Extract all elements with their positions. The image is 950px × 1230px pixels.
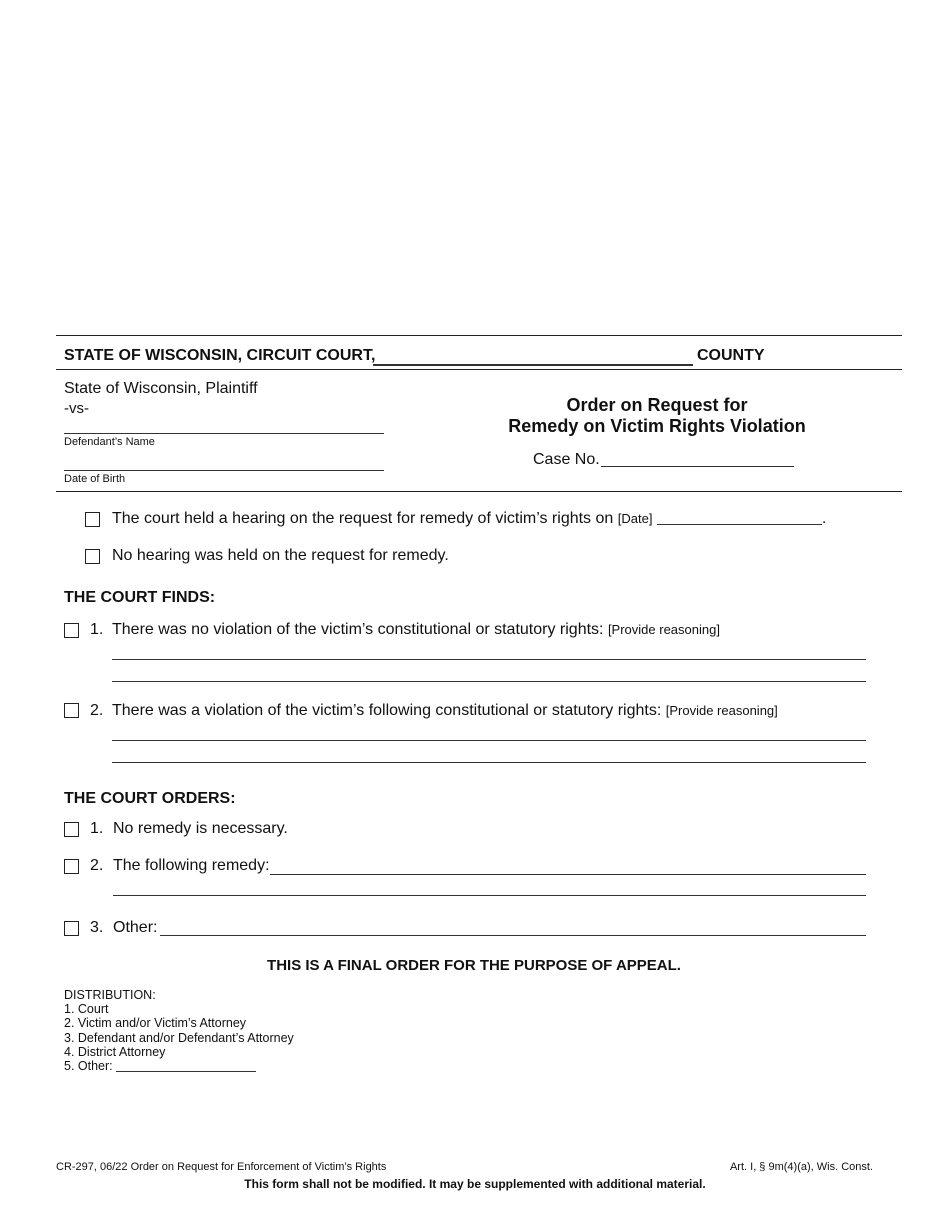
orders-1-checkbox[interactable] xyxy=(64,822,79,837)
hearing-date-field[interactable] xyxy=(657,511,822,525)
no-hearing-text: No hearing was held on the request for remedy. xyxy=(112,547,449,564)
case-no-field[interactable] xyxy=(601,466,794,467)
finds-1-reason-line-2[interactable] xyxy=(112,681,866,682)
date-of-birth-field[interactable] xyxy=(64,470,384,471)
distribution-heading: DISTRIBUTION: xyxy=(64,988,156,1002)
orders-1-num: 1. xyxy=(90,820,104,837)
finds-2-reason-line-2[interactable] xyxy=(112,762,866,763)
top-rule xyxy=(56,335,902,336)
finds-2-hint: [Provide reasoning] xyxy=(665,703,778,718)
court-orders-heading: THE COURT ORDERS: xyxy=(64,790,236,807)
finds-1-num: 1. xyxy=(90,621,104,638)
distribution-other-field[interactable] xyxy=(116,1061,256,1072)
finds-2-reason-line-1[interactable] xyxy=(112,740,866,741)
hearing-held-checkbox[interactable] xyxy=(85,512,100,527)
orders-2-num: 2. xyxy=(90,857,104,874)
final-order-notice: THIS IS A FINAL ORDER FOR THE PURPOSE OF APPEAL. xyxy=(267,957,681,974)
form-title-line2: Remedy on Victim Rights Violation xyxy=(508,416,806,436)
finds-2-checkbox[interactable] xyxy=(64,703,79,718)
modification-notice: This form shall not be modified. It may be supplemented with additional material. xyxy=(244,1177,706,1191)
plaintiff-label: State of Wisconsin, Plaintiff xyxy=(64,380,258,397)
other-order-field[interactable] xyxy=(160,935,866,936)
date-of-birth-label: Date of Birth xyxy=(64,473,126,485)
finds-1-reason-line-1[interactable] xyxy=(112,659,866,660)
finds-2-text: There was a violation of the victim’s following constitutional or statutory rights: xyxy=(112,702,662,719)
case-no-label: Case No. xyxy=(533,451,600,468)
distribution-item: 4. District Attorney xyxy=(64,1044,166,1059)
orders-1-text: No remedy is necessary. xyxy=(113,820,288,837)
orders-3-num: 3. xyxy=(90,919,104,936)
defendant-name-label: Defendant’s Name xyxy=(64,436,155,448)
county-label: COUNTY xyxy=(697,347,765,364)
distribution-item: 3. Defendant and/or Defendant’s Attorney xyxy=(64,1030,294,1045)
orders-2-text: The following remedy: xyxy=(113,857,270,874)
finds-2-row xyxy=(112,702,778,720)
remedy-field-line-2[interactable] xyxy=(113,895,866,896)
finds-1-text: There was no violation of the victim’s constitutional or statutory rights: xyxy=(112,621,604,638)
vs-label: -vs- xyxy=(64,400,89,417)
remedy-field-line-1[interactable] xyxy=(270,874,866,875)
distribution-other-row xyxy=(64,1059,294,1073)
orders-3-text: Other: xyxy=(113,919,158,936)
finds-1-checkbox[interactable] xyxy=(64,623,79,638)
no-hearing-checkbox[interactable] xyxy=(85,549,100,564)
form-id: CR-297, 06/22 Order on Request for Enforcement of Victim’s Rights xyxy=(56,1161,387,1173)
distribution-block xyxy=(64,988,294,1073)
hearing-held-text: The court held a hearing on the request for remedy of victim’s rights on xyxy=(112,510,614,527)
court-finds-heading: THE COURT FINDS: xyxy=(64,589,216,606)
finds-1-row xyxy=(112,621,720,639)
orders-3-checkbox[interactable] xyxy=(64,921,79,936)
finds-1-hint: [Provide reasoning] xyxy=(607,622,720,637)
form-title-line1: Order on Request for xyxy=(566,395,748,415)
statute-reference: Art. I, § 9m(4)(a), Wis. Const. xyxy=(729,1161,873,1173)
distribution-item: 1. Court xyxy=(64,1002,109,1017)
hearing-date-hint: [Date] xyxy=(617,511,653,526)
distribution-item: 5. Other: xyxy=(64,1059,113,1074)
finds-2-num: 2. xyxy=(90,702,104,719)
caption-bottom-rule xyxy=(56,491,902,492)
distribution-item: 2. Victim and/or Victim’s Attorney xyxy=(64,1016,247,1031)
defendant-name-field[interactable] xyxy=(64,433,384,434)
hearing-held-row xyxy=(112,510,826,528)
county-field[interactable] xyxy=(373,364,693,366)
orders-2-checkbox[interactable] xyxy=(64,859,79,874)
header-rule xyxy=(56,369,902,370)
period: . xyxy=(821,510,827,527)
court-line: STATE OF WISCONSIN, CIRCUIT COURT, xyxy=(64,347,376,364)
